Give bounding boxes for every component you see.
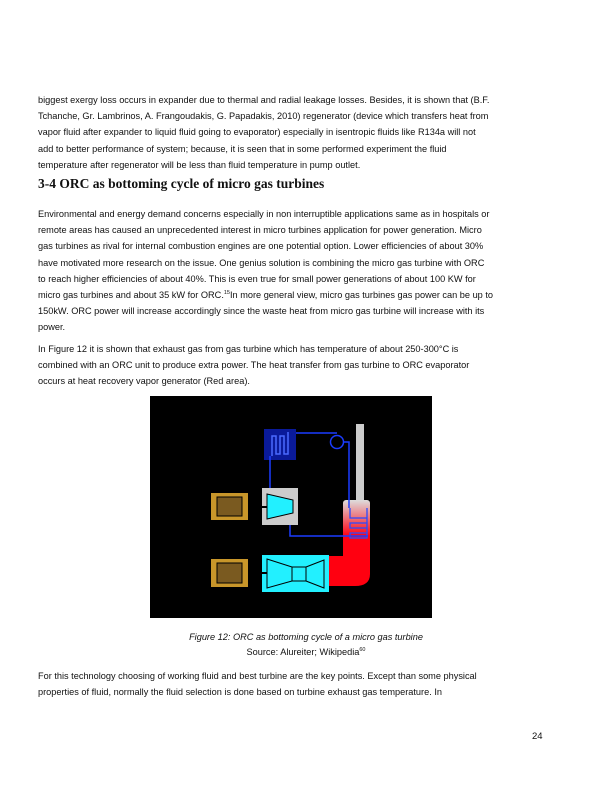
text-line: power. <box>38 322 66 333</box>
text-line: biggest exergy loss occurs in expander due to thermal and radial leakage losses. Besides, it is shown that (B.F. <box>38 95 490 105</box>
text-line: temperature after regenerator will be less than fluid temperature in pump outlet. <box>38 159 361 170</box>
footnote-ref: 60 <box>359 647 366 653</box>
paragraph-regenerator <box>38 92 578 173</box>
text-line <box>38 287 578 303</box>
text-line: occurs at heat recovery vapor generator (Red area). <box>38 376 250 387</box>
stack <box>356 424 364 504</box>
orc-diagram-figure <box>150 396 432 618</box>
text-line: to reach higher efficiencies of about 40%. This is even true for small power generations of about 100 KW for <box>38 273 476 284</box>
text-line: Tchanche, Gr. Lambrinos, A. Frangoudakis, G. Papadakis, 2010) regenerator (device which transfers heat from <box>38 111 489 122</box>
figure-caption: Figure 12: ORC as bottoming cycle of a micro gas turbine <box>189 632 423 642</box>
generator-gas-turbine-core <box>217 563 242 583</box>
text: In more general view, micro gas turbines gas power can be up to <box>230 289 494 300</box>
generator-orc-core <box>217 497 242 516</box>
text-line: gas turbines as rival for internal combustion engines are one potential option. Lower efficiencies of about 30% <box>38 241 484 252</box>
text-line: add to better performance of system; because, it is seen that in some performed experiment the fluid <box>38 143 447 154</box>
footnote-ref: 15 <box>223 289 230 296</box>
pump <box>331 436 344 449</box>
source-text: Source: Alureiter; Wikipedia <box>246 647 360 657</box>
text-line: have motivated more research on the issue. One genius solution is combining the micro gas turbine with ORC <box>38 257 485 268</box>
text: micro gas turbines and about 35 kW for ORC. <box>38 289 224 300</box>
paragraph-fluid-selection <box>38 668 578 700</box>
page-number: 24 <box>532 731 543 742</box>
text-line: In Figure 12 it is shown that exhaust gas from gas turbine which has temperature of about 250-300°C is <box>38 344 459 354</box>
text-line: 150kW. ORC power will increase accordingly since the waste heat from micro gas turbine will increase with its <box>38 306 485 317</box>
text-line: properties of fluid, normally the fluid selection is done based on turbine exhaust gas temperature. In <box>38 687 442 698</box>
paragraph-micro-turbines <box>38 206 578 336</box>
paragraph-figure-intro <box>38 341 578 390</box>
text-line: For this technology choosing of working fluid and best turbine are the key points. Except than some physical <box>38 671 477 681</box>
figure-source <box>0 646 612 659</box>
text-line: vapor fluid after expander to liquid fluid going to evaporator) especially in isentropic fluids like R134a will not <box>38 127 476 138</box>
section-heading: 3-4 ORC as bottoming cycle of micro gas turbines <box>38 176 325 191</box>
text-line: remote areas has caused an unprecedented interest in micro turbines application for power generation. Micro <box>38 225 482 236</box>
text-line: Environmental and energy demand concerns especially in non interruptible applications same as in hospitals or <box>38 209 490 219</box>
exhaust-duct <box>325 546 370 586</box>
text-line: combined with an ORC unit to produce extra power. The heat transfer from gas turbine to ORC evaporator <box>38 360 470 371</box>
